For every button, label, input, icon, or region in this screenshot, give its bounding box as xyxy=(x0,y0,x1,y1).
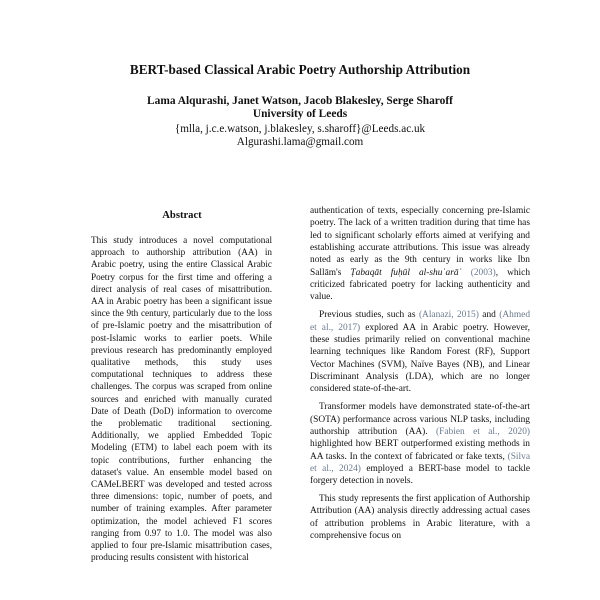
body-p2-and: and xyxy=(482,310,496,321)
body-p3-end: employed a BERT-base model to tackle forgery detection in novels. xyxy=(310,463,530,487)
body-p3-start: Transformer models have demonstrated state-of-the-art (SOTA) performance across various NLP tasks, including authorship attribution (AA). xyxy=(310,402,530,437)
abstract-heading: Abstract xyxy=(162,210,202,221)
contact-email: Algurashi.lama@gmail.com xyxy=(236,136,364,148)
affiliation: University of Leeds xyxy=(252,108,348,120)
citation-alanazi[interactable]: (Alanazi, 2015) xyxy=(418,310,479,321)
abstract-text: This study introduces a novel computational approach to authorship attribution (AA) in Arabic poetry, using the entire Classical Arabic Poetry corpus for the first time and offering a direct analysis of real cases of misattribution. AA in Arabic poetry has been a significant issue since the 9th century, particularly due to the loss of pre-Islamic poetry and the misattribution of post-Islamic works to earlier poets. While previous research has predominantly employed qualitative methods, this study uses computational techniques to address these challenges. The corpus was scraped from online sources and enriched with manually curated Date of Death (DoD) information to overcome the problematic traditional sectioning. Additionally, we applied Embedded Topic Modeling (ETM) to label each poem with its topic contributions, further enhancing the dataset's value. An ensemble model based on CAMeLBERT was developed and tested across three dimensions: topic, number of poets, and number of training examples. After parameter optimization, the model achieved F1 scores ranging from 0.97 to 1.0. The model was also applied to four pre-Islamic misattribution cases, producing results consistent with historical xyxy=(91,235,272,563)
cited-work-title: Ṭabaqāt fuḥūl al-shuʿarāʾ xyxy=(350,267,462,278)
body-p2-end: explored AA in Arabic poetry. However, these studies primarily relied on conventional machine learning techniques like Random Forest (RF), Support Vector Machines (SVM), Naïve Bayes (NB), and Linear Discriminant Analysis (LDA), which are no longer considered state-of-the-art. xyxy=(310,322,530,395)
body-p2-start: Previous studies, such as xyxy=(319,310,416,321)
body-paragraph-2 xyxy=(310,309,530,395)
body-p1-text: authentication of texts, especially concerning pre-Islamic poetry. The lack of a written tradition during that time has led to significant scholarly efforts aimed at verifying and establishing accurate attributions. This issue was already noted as early as the 9th century in works like Ibn Sallām's xyxy=(310,206,530,278)
citation-fabien[interactable]: (Fabien et al., 2020) xyxy=(436,426,531,437)
citation-ibn-sallam[interactable]: (2003) xyxy=(470,267,496,278)
body-paragraph-3 xyxy=(310,401,530,487)
body-paragraph-4: This study represents the first application of Authorship Attribution (AA) analysis directly addressing actual cases of attribution problems in Arabic literature, with a comprehensive focus on xyxy=(310,494,530,542)
abstract-column xyxy=(91,234,272,563)
author-list: Lama Alqurashi, Janet Watson, Jacob Blakesley, Serge Sharoff xyxy=(147,95,453,107)
body-column xyxy=(310,205,530,548)
body-p1-end: , which criticized fabricated poetry for lacking authenticity and value. xyxy=(310,267,531,303)
author-emails: {mlla, j.c.e.watson, j.blakesley, s.sharoff}@Leeds.ac.uk xyxy=(174,123,426,135)
body-paragraph-1 xyxy=(310,205,530,304)
body-p3-mid: highlighted how BERT outperformed existing methods in AA tasks. In the context of fabricated or fake texts, xyxy=(310,439,530,462)
citation-ahmed[interactable]: (Ahmed et al., 2017) xyxy=(310,310,531,333)
citation-silva[interactable]: (Silva et al., 2024) xyxy=(310,451,530,474)
paper-title: BERT-based Classical Arabic Poetry Authorship Attribution xyxy=(129,62,471,77)
